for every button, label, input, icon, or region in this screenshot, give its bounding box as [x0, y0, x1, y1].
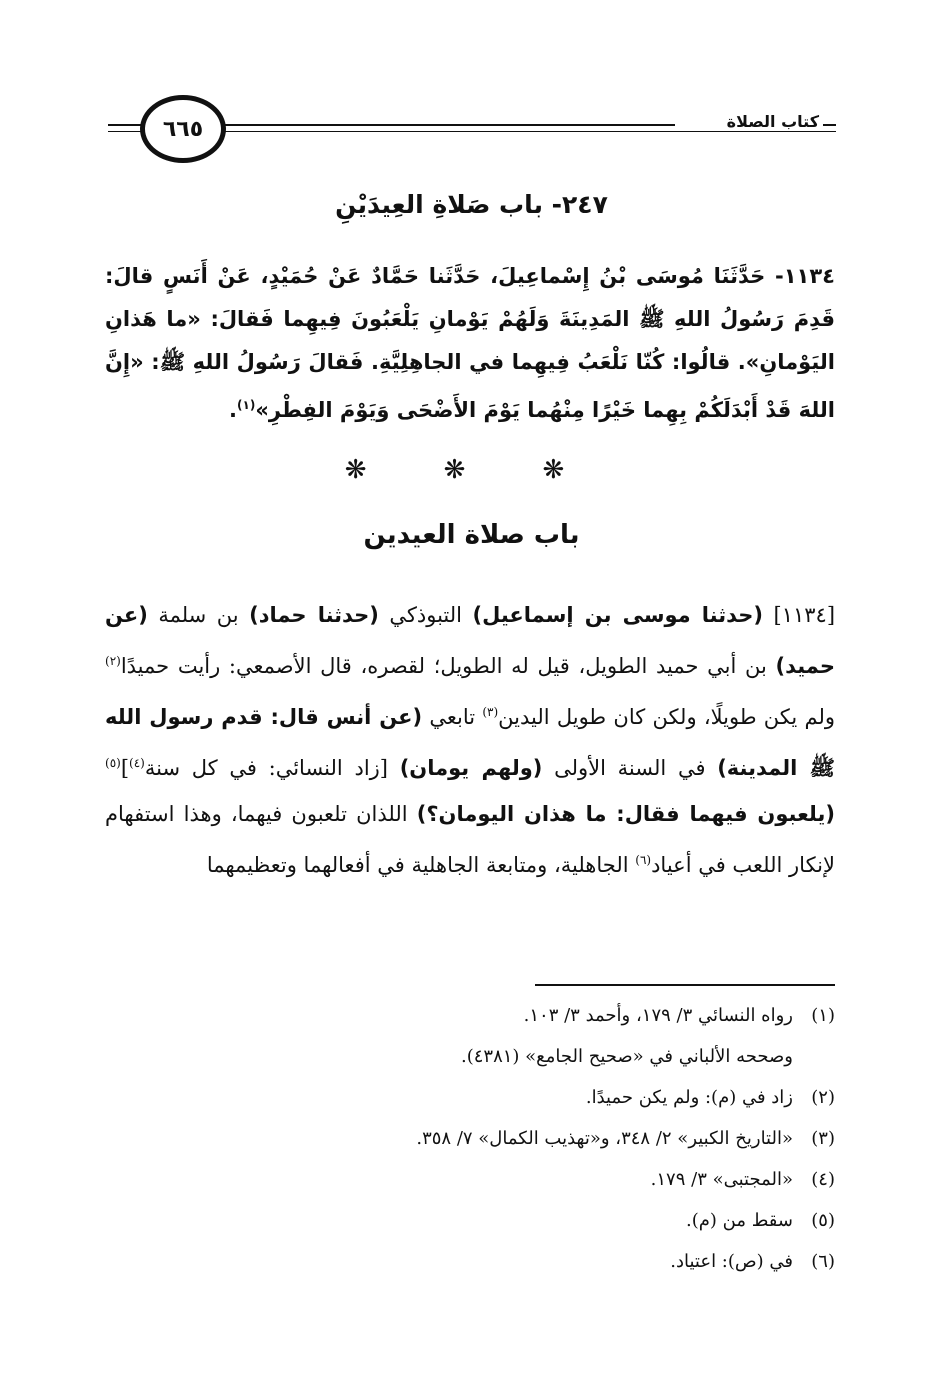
footnote-number: (٦)	[811, 1251, 835, 1272]
quote-yawman: (ولهم يومان)	[399, 756, 543, 780]
text: [زاد النسائي: في كل سنة	[144, 756, 400, 780]
footnote-item	[115, 1036, 835, 1077]
footnote-ref-1[interactable]: (١)	[237, 398, 256, 412]
chapter-title: ٢٤٧- باب صَلاةِ العِيدَيْنِ	[335, 190, 608, 219]
commentary-title: باب صلاة العيدين	[363, 520, 580, 550]
quote-yalabun: (يلعبون فيهما فقال: ما هذان اليومان؟)	[416, 802, 835, 826]
footnote-ref-5[interactable]: (٥)	[105, 756, 121, 770]
quote-humayd: (عن حميد)	[105, 603, 835, 678]
text: ولم يكن طويلًا، ولكن كان طويل اليدين	[498, 705, 835, 729]
footnote-number: (٥)	[811, 1210, 835, 1231]
footnote-number: (١)	[811, 1005, 835, 1026]
commentary-number: [١١٣٤]	[763, 603, 836, 627]
footnote-ref-2[interactable]: (٢)	[105, 654, 121, 668]
text: بن أبي حميد الطويل، قيل له الطويل؛ لقصره، قال الأصمعي: رأيت حميدًا	[120, 654, 776, 678]
footnote-item	[115, 1077, 835, 1118]
text: في السنة الأولى	[542, 756, 718, 780]
footnote-text: زاد في (م): ولم يكن حميدًا.	[585, 1087, 793, 1108]
footnote-text: سقط من (م).	[686, 1210, 793, 1231]
quote-anas: (عن أنس قال: قدم رسول الله ﷺ المدينة)	[105, 705, 836, 780]
footnote-item	[115, 1118, 835, 1159]
footnote-divider	[535, 984, 835, 986]
page-number: ٦٦٥	[140, 95, 226, 163]
header-rule-right-thin	[222, 131, 822, 132]
footnote-number: (٣)	[811, 1128, 835, 1149]
commentary-paragraph	[105, 592, 835, 888]
footnote-ref-4[interactable]: (٤)	[129, 756, 145, 770]
footnote-ref-3[interactable]: (٣)	[482, 705, 499, 719]
hadith-text: ١١٣٤- حَدَّثَنَا مُوسَى بْنُ إِسْماعِيلَ، حَدَّثَنا حَمَّادٌ عَنْ حُمَيْدٍ، عَنْ أَنَسٍ قالَ: قَدِمَ رَسُولُ اللهِ ﷺ المَدِينَةَ وَلَهُمْ يَوْمانِ يَلْعَبُونَ فِيهِما فَقالَ: «ما هَذانِ اليَوْمانِ». قالُوا: كُنّا نَلْعَبُ فِيهِما في الجاهِلِيَّةِ. فَقالَ رَسُولُ اللهِ ﷺ: «إِنَّ اللهَ قَدْ أَبْدَلَكُمْ بِهِما خَيْرًا مِنْهُما يَوْمَ الأَضْحَى وَيَوْمَ الفِطْرِ»	[105, 264, 835, 422]
footnote-text: رواه النسائي ٣/ ١٧٩، وأحمد ٣/ ١٠٣.	[523, 1005, 793, 1026]
text: الجاهلية، ومتابعة الجاهلية في أفعالهما وتعظيمهما	[206, 853, 636, 877]
text: اللذان تلعبون فيهما، وهذا استفهام لإنكار اللعب في أعياد	[105, 802, 835, 877]
header-rule-end-thin	[822, 131, 836, 132]
text: بن سلمة	[147, 603, 250, 627]
footnote-item	[115, 1159, 835, 1200]
quote-hammad: (حدثنا حماد)	[249, 603, 379, 627]
footnote-item	[115, 1241, 835, 1282]
footnote-text: وصححه الألباني في «صحيح الجامع» (٤٣٨١).	[461, 1046, 793, 1067]
footnote-number: (٢)	[811, 1087, 835, 1108]
footnote-ref-6[interactable]: (٦)	[635, 853, 652, 867]
section-separator: ❋ ❋ ❋	[344, 455, 599, 485]
header-rule-end	[822, 124, 836, 126]
running-header-title: كتاب الصلاة	[675, 112, 823, 131]
footnotes	[115, 995, 835, 1282]
footnote-item	[115, 995, 835, 1036]
footnote-number: (٤)	[811, 1169, 835, 1190]
footnote-text: «التاريخ الكبير» ٢/ ٣٤٨، و«تهذيب الكمال» ٧/ ٣٥٨.	[416, 1128, 793, 1149]
hadith-text-block: ١١٣٤- حَدَّثَنَا مُوسَى بْنُ إِسْماعِيلَ، حَدَّثَنا حَمَّادٌ عَنْ حُمَيْدٍ، عَنْ أَنَسٍ قالَ: قَدِمَ رَسُولُ اللهِ ﷺ المَدِينَةَ وَلَهُمْ يَوْمانِ يَلْعَبُونَ فِيهِما فَقالَ: «ما هَذانِ اليَوْمانِ». قالُوا: كُنّا نَلْعَبُ فِيهِما في الجاهِلِيَّةِ. فَقالَ رَسُولُ اللهِ ﷺ: «إِنَّ اللهَ قَدْ أَبْدَلَكُمْ بِهِما خَيْرًا مِنْهُما يَوْمَ الأَضْحَى وَيَوْمَ الفِطْرِ»$^{(١)}$.	[105, 264, 835, 422]
text: ]	[120, 756, 130, 780]
footnote-text: في (ص): اعتياد.	[670, 1251, 793, 1272]
footnote-text: «المجتبى» ٣/ ١٧٩.	[650, 1169, 793, 1190]
text: تابعي	[422, 705, 483, 729]
quote-musa: (حدثنا موسى بن إسماعيل)	[472, 603, 763, 627]
footnote-item	[115, 1200, 835, 1241]
text: التبوذكي	[378, 603, 473, 627]
